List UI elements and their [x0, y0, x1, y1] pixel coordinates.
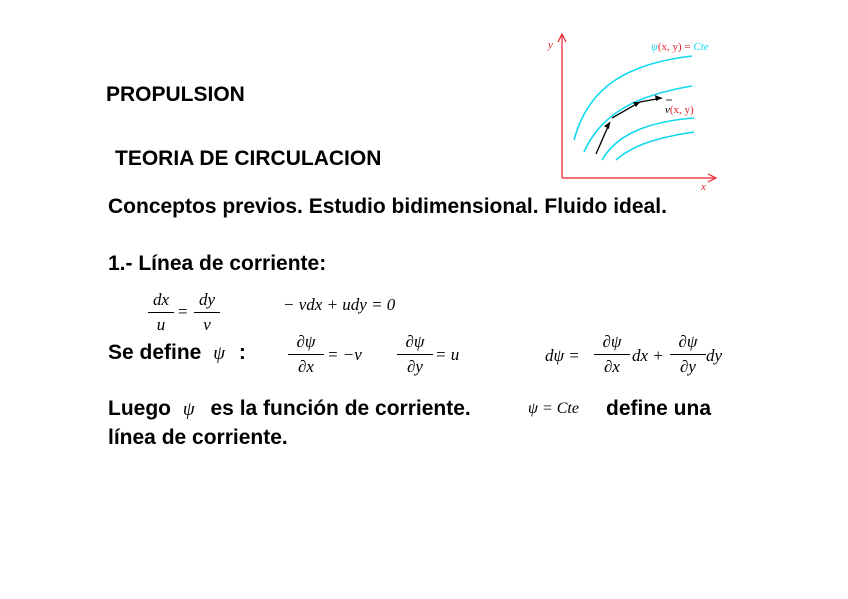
- eq-dy: dy: [198, 290, 216, 309]
- streamline-2: [584, 86, 692, 152]
- total-mid: dx +: [632, 346, 664, 365]
- total-end: dy: [706, 346, 723, 365]
- eq-dx: dx: [152, 290, 170, 309]
- concepts-heading: Conceptos previos. Estudio bidimensional. Fluido ideal.: [108, 195, 667, 218]
- y-axis-label: y: [548, 39, 553, 51]
- x-axis-label: x: [701, 181, 706, 193]
- line-end: línea de corriente.: [108, 426, 288, 449]
- eq-u: u: [156, 315, 166, 334]
- total-num-2: ∂ψ: [678, 332, 698, 351]
- dpsi-num-2: ∂ψ: [405, 332, 425, 351]
- section-heading: 1.- Línea de corriente:: [108, 252, 327, 275]
- total-den-1: ∂x: [604, 357, 620, 376]
- luego-line: [108, 397, 471, 421]
- luego-label: Luego: [108, 397, 171, 420]
- velocity-arrowhead-2: [633, 102, 640, 107]
- page-subtitle: TEORIA DE CIRCULACION: [115, 147, 382, 170]
- dpsi-num: ∂ψ: [296, 332, 316, 351]
- velocity-label: v(x, y): [665, 104, 694, 116]
- psi-label: ψ(x, y) = Cte: [651, 41, 709, 53]
- dx-den: ∂x: [298, 357, 314, 376]
- psi-symbol-2: ψ: [182, 399, 195, 420]
- total-lhs: dψ =: [545, 346, 580, 365]
- define-colon: :: [238, 341, 246, 364]
- streamline-1: [574, 56, 692, 140]
- eq-v: v: [203, 315, 211, 334]
- page-title: PROPULSION: [106, 83, 245, 106]
- define-una: define una: [606, 397, 712, 420]
- cte-equation: ψ = Cte: [528, 400, 579, 417]
- velocity-arrowhead-3: [655, 95, 662, 101]
- psi-symbol: ψ: [213, 343, 226, 364]
- total-num-1: ∂ψ: [602, 332, 622, 351]
- streamline-3: [602, 118, 694, 160]
- condition-equation: − vdx + udy = 0: [283, 295, 396, 314]
- luego-rest: es la función de corriente.: [210, 397, 471, 420]
- dpsi-dy-rhs: = u: [435, 345, 460, 364]
- streamline-diagram: [540, 28, 730, 196]
- dy-den: ∂y: [407, 357, 423, 376]
- define-label: Se define: [108, 341, 202, 364]
- define-line: [108, 341, 246, 365]
- total-den-2: ∂y: [680, 357, 696, 376]
- streamline-4: [616, 132, 694, 160]
- eq-equals: =: [178, 302, 188, 321]
- dpsi-dx-rhs: = −v: [327, 345, 362, 364]
